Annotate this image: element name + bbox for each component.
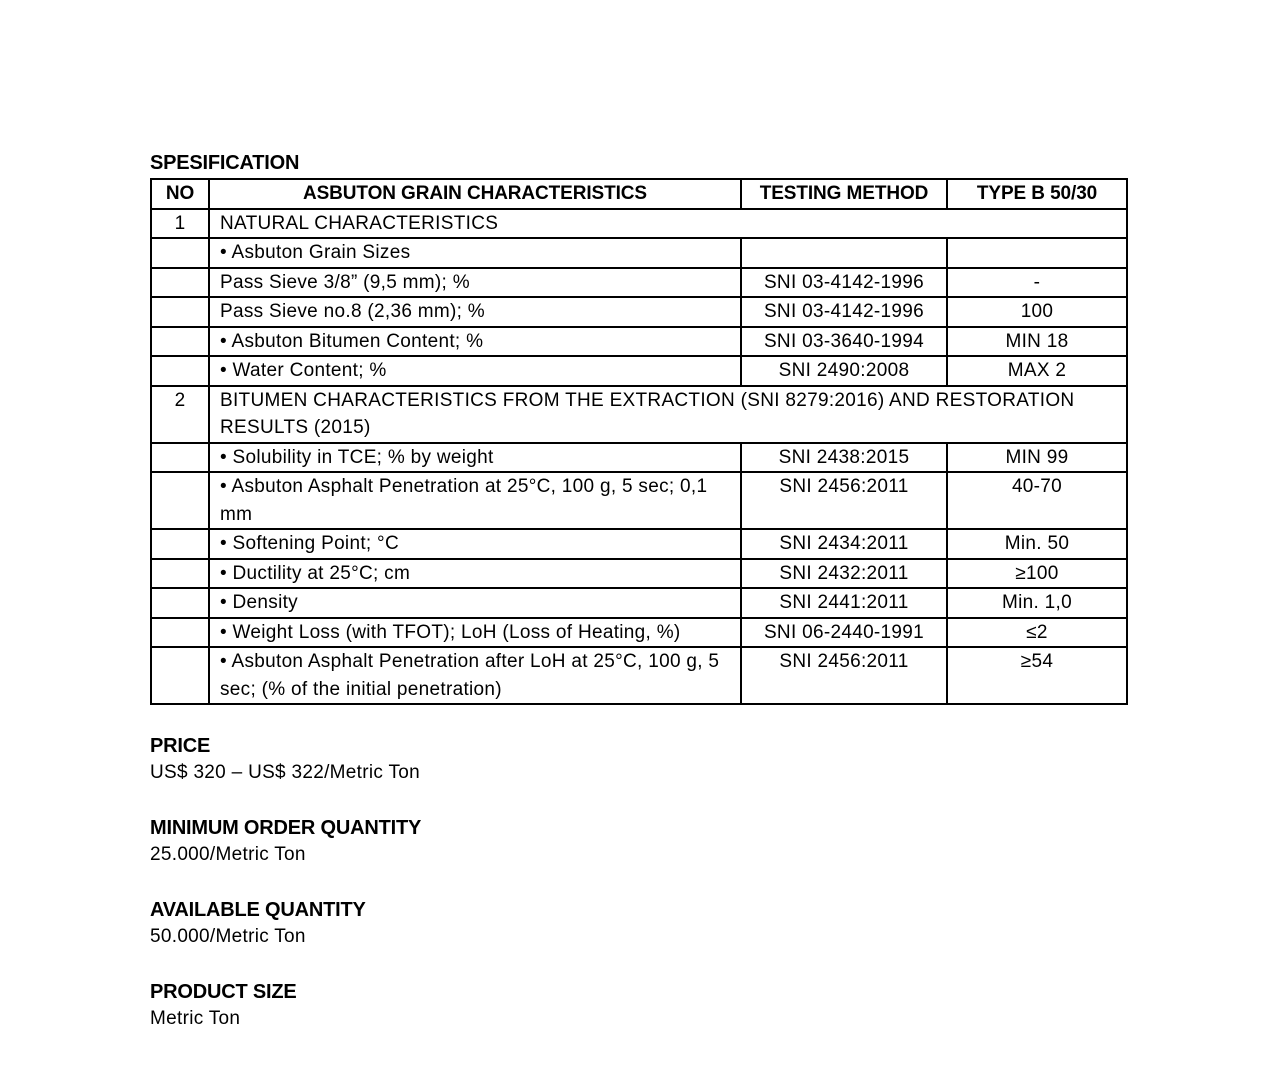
row-item: • Asbuton Grain Sizes (209, 238, 741, 268)
moq-label: MINIMUM ORDER QUANTITY (150, 817, 422, 839)
row-method: SNI 2432:2011 (741, 559, 947, 589)
table-row (151, 297, 1127, 327)
row-item: • Density (209, 588, 741, 618)
product-size-section (150, 979, 1126, 1033)
moq-section (150, 815, 1126, 869)
row-item: • Asbuton Asphalt Penetration at 25°C, 100 g, 5 sec; 0,1 mm (209, 472, 741, 529)
row-item: NATURAL CHARACTERISTICS (209, 209, 1127, 239)
row-item: • Asbuton Asphalt Penetration after LoH at 25°C, 100 g, 5 sec; (% of the initial penetration) (209, 647, 741, 704)
table-row (151, 647, 1127, 704)
row-method (741, 238, 947, 268)
product-size-label: PRODUCT SIZE (150, 981, 297, 1003)
price-label: PRICE (150, 735, 211, 757)
header-testing-method: TESTING METHOD (741, 179, 947, 209)
row-method: SNI 03-4142-1996 (741, 297, 947, 327)
row-no (151, 327, 209, 357)
row-value: - (947, 268, 1127, 298)
row-value: MIN 99 (947, 443, 1127, 473)
row-method: SNI 2441:2011 (741, 588, 947, 618)
table-row (151, 559, 1127, 589)
row-item: • Ductility at 25°C; cm (209, 559, 741, 589)
table-row (151, 327, 1127, 357)
row-method: SNI 03-3640-1994 (741, 327, 947, 357)
row-item: • Asbuton Bitumen Content; % (209, 327, 741, 357)
table-row (151, 443, 1127, 473)
row-value: 100 (947, 297, 1127, 327)
row-value: ≥54 (947, 647, 1127, 704)
row-no (151, 356, 209, 386)
table-header-row (151, 179, 1127, 209)
row-item: Pass Sieve 3/8” (9,5 mm); % (209, 268, 741, 298)
row-method: SNI 2456:2011 (741, 647, 947, 704)
row-item: Pass Sieve no.8 (2,36 mm); % (209, 297, 741, 327)
row-value: Min. 50 (947, 529, 1127, 559)
row-no (151, 647, 209, 704)
price-section (150, 733, 1126, 787)
row-no (151, 618, 209, 648)
row-method: SNI 2438:2015 (741, 443, 947, 473)
row-value: ≥100 (947, 559, 1127, 589)
row-no (151, 529, 209, 559)
row-item: • Water Content; % (209, 356, 741, 386)
table-row (151, 268, 1127, 298)
header-no: NO (151, 179, 209, 209)
row-method: SNI 2456:2011 (741, 472, 947, 529)
row-value: ≤2 (947, 618, 1127, 648)
available-value: 50.000/Metric Ton (150, 926, 306, 947)
table-row (151, 238, 1127, 268)
row-no (151, 472, 209, 529)
row-no (151, 559, 209, 589)
spec-table (150, 178, 1128, 705)
row-item: • Softening Point; °C (209, 529, 741, 559)
table-row (151, 618, 1127, 648)
moq-value: 25.000/Metric Ton (150, 844, 306, 865)
row-item: • Weight Loss (with TFOT); LoH (Loss of Heating, %) (209, 618, 741, 648)
available-label: AVAILABLE QUANTITY (150, 899, 366, 921)
row-no (151, 297, 209, 327)
table-row (151, 472, 1127, 529)
document-page (150, 150, 1126, 1033)
row-value: MAX 2 (947, 356, 1127, 386)
spec-title: SPESIFICATION (150, 152, 300, 174)
table-row (151, 209, 1127, 239)
table-row (151, 356, 1127, 386)
row-value: MIN 18 (947, 327, 1127, 357)
row-value: Min. 1,0 (947, 588, 1127, 618)
table-row (151, 588, 1127, 618)
row-value (947, 238, 1127, 268)
row-no: 1 (151, 209, 209, 239)
row-no (151, 588, 209, 618)
row-method: SNI 2490:2008 (741, 356, 947, 386)
price-value: US$ 320 – US$ 322/Metric Ton (150, 762, 420, 783)
row-no (151, 268, 209, 298)
row-item: • Solubility in TCE; % by weight (209, 443, 741, 473)
table-row (151, 529, 1127, 559)
row-no (151, 238, 209, 268)
product-size-value: Metric Ton (150, 1008, 241, 1029)
table-row (151, 386, 1127, 443)
row-no: 2 (151, 386, 209, 443)
row-value: 40-70 (947, 472, 1127, 529)
row-item: BITUMEN CHARACTERISTICS FROM THE EXTRACTION (SNI 8279:2016) AND RESTORATION RESULTS (2015) (209, 386, 1127, 443)
row-method: SNI 06-2440-1991 (741, 618, 947, 648)
header-characteristics: ASBUTON GRAIN CHARACTERISTICS (209, 179, 741, 209)
row-no (151, 443, 209, 473)
row-method: SNI 2434:2011 (741, 529, 947, 559)
available-section (150, 897, 1126, 951)
header-type: TYPE B 50/30 (947, 179, 1127, 209)
row-method: SNI 03-4142-1996 (741, 268, 947, 298)
